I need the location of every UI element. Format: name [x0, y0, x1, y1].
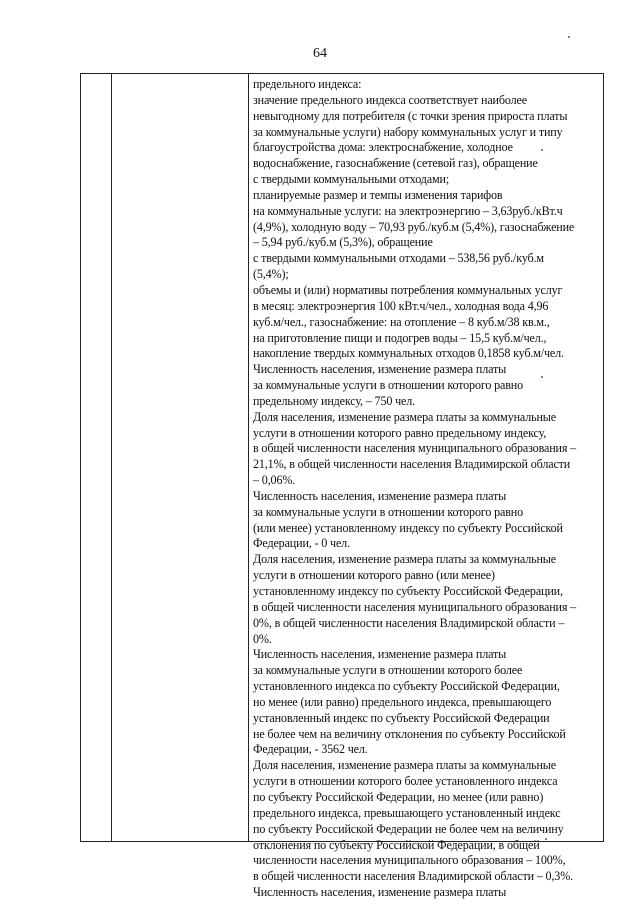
text-line: установленному индексу по субъекту Российской Федерации,: [253, 584, 563, 598]
text-line: установленного индекса по субъекту Российской Федерации,: [253, 679, 560, 694]
text-line: Численность населения, изменение размера платы: [253, 488, 507, 503]
text-line: Доля населения, изменение размера платы за коммунальные: [253, 552, 556, 567]
text-line: за коммунальные услуги) набору коммунальных услуг и типу: [253, 124, 563, 139]
text-line: 0%.: [253, 631, 272, 646]
text-line: Численность населения, изменение размера платы: [253, 885, 507, 900]
text-line: значение предельного индекса соответствует наиболее: [253, 92, 527, 107]
text-line: (4,9%), холодную воду – 70,93 руб./куб.м (5,4%), газоснабжение: [253, 219, 575, 234]
text-line: за коммунальные услуги в отношении которого равно: [253, 504, 524, 519]
text-line: водоснабжение, газоснабжение (сетевой газ), обращение: [253, 156, 538, 171]
text-line: Доля населения, изменение размера платы за коммунальные: [253, 409, 556, 424]
text-line: не более чем на величину отклонения по субъекту Российской: [253, 726, 566, 741]
text-line: на приготовление пищи и подогрев воды – 15,5 куб.м/чел.,: [253, 330, 547, 345]
text-line: услуги в отношении которого более установленного индекса: [253, 774, 558, 789]
column-divider-1: [111, 74, 112, 841]
scan-speck: [545, 838, 547, 840]
text-line: с твердыми коммунальными отходами – 538,56 руб./куб.м: [253, 251, 544, 266]
scan-speck: [541, 149, 543, 151]
text-line: – 5,94 руб./куб.м (5,3%), обращение: [253, 235, 433, 250]
text-line: объемы и (или) нормативы потребления коммунальных услуг: [253, 282, 563, 297]
column-divider-2: [248, 74, 249, 841]
text-line: по субъекту Российской Федерации, но менее (или равно): [253, 789, 544, 804]
table-cell-content: [253, 77, 603, 901]
text-line: куб.м/чел., газоснабжение: на отопление – 8 куб.м/38 кв.м.,: [253, 314, 550, 329]
text-line: (или менее) установленному индексу по субъекту Российской: [253, 520, 563, 535]
text-line: за коммунальные услуги в отношении которого более: [253, 663, 523, 678]
text-line: благоустройства дома: электроснабжение, холодное: [253, 140, 513, 155]
text-line: отклонения по субъекту Российской Федерации, в общей: [253, 837, 540, 852]
scan-speck: [568, 36, 570, 38]
text-line: установленный индекс по субъекту Российской Федерации: [253, 710, 550, 725]
text-line: (5,4%);: [253, 267, 289, 282]
document-table: [80, 73, 604, 900]
text-line: но менее (или равно) предельного индекса, превышающего: [253, 694, 552, 709]
text-line: Численность населения, изменение размера платы: [253, 647, 507, 662]
text-line: предельного индекса, превышающего установленный индекс: [253, 805, 561, 820]
text-line: услуги в отношении которого равно предельному индексу,: [253, 425, 547, 440]
text-line: услуги в отношении которого равно (или менее): [253, 568, 495, 583]
text-line: Численность населения, изменение размера платы: [253, 362, 507, 377]
scan-speck: [541, 376, 543, 378]
text-line: Федерации, - 0 чел.: [253, 536, 350, 551]
text-line: за коммунальные услуги в отношении которого равно: [253, 378, 524, 393]
page-number: 64: [313, 46, 327, 61]
text-line: планируемые размер и темпы изменения тарифов: [253, 187, 503, 202]
text-line: Доля населения, изменение размера платы за коммунальные: [253, 758, 556, 773]
text-line: невыгодному для потребителя (с точки зрения прироста платы: [253, 108, 568, 123]
text-line: в месяц: электроэнергия 100 кВт.ч/чел., холодная вода 4,96: [253, 298, 549, 313]
text-line: с твердыми коммунальными отходами;: [253, 172, 450, 187]
text-line: по субъекту Российской Федерации не более чем на величину: [253, 821, 564, 836]
text-line: Федерации, - 3562 чел.: [253, 742, 368, 757]
text-line: предельному индексу, – 750 чел.: [253, 393, 416, 408]
text-line: численности населения муниципального образования – 100%,: [253, 853, 566, 868]
text-line: в общей численности населения муниципального образования –: [253, 441, 577, 456]
text-line: в общей численности населения Владимирской области – 0,3%.: [253, 869, 574, 884]
text-line: накопление твердых коммунальных отходов 0,1858 куб.м/чел.: [253, 346, 564, 361]
text-line: 0%, в общей численности населения Владимирской области –: [253, 615, 565, 630]
text-line: 21,1%, в общей численности населения Владимирской области: [253, 457, 571, 472]
text-line: – 0,06%.: [253, 473, 296, 488]
text-line: в общей численности населения муниципального образования –: [253, 599, 577, 614]
text-line: предельного индекса:: [253, 77, 362, 91]
text-line: на коммунальные услуги: на электроэнергию – 3,63руб./кВт.ч: [253, 203, 563, 218]
